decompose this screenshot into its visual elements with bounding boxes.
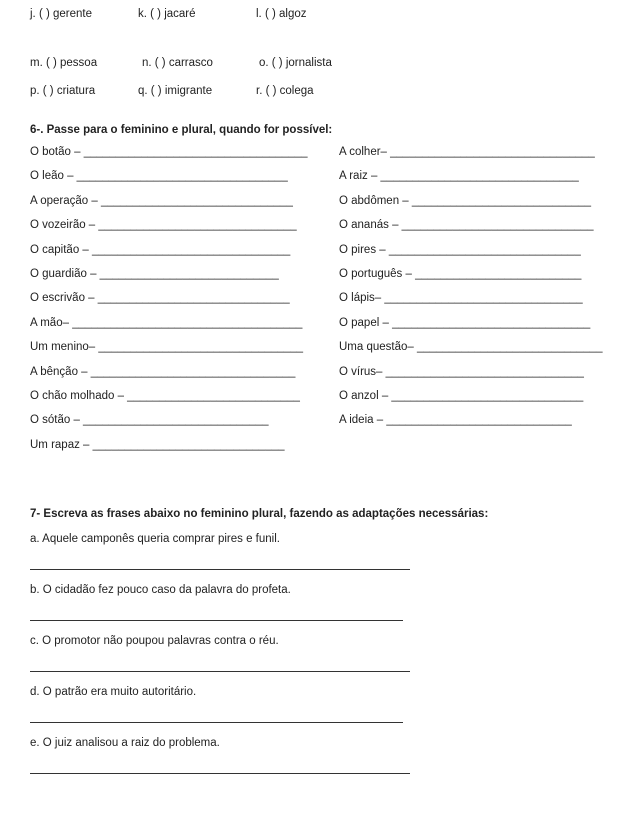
exercise-line: O vírus– _______________________________ <box>339 365 584 378</box>
section-7-title: 7- Escreva as frases abaixo no feminino plural, fazendo as adaptações necessárias: <box>30 508 489 520</box>
choice-item: n. ( ) carrasco <box>142 57 213 69</box>
exercise-line: A ideia – _____________________________ <box>339 414 572 427</box>
exercise-line: O botão – ___________________________________ <box>30 146 308 158</box>
choice-item: q. ( ) imigrante <box>138 85 213 97</box>
answer-line[interactable] <box>30 671 410 672</box>
exercise-line: O capitão – _______________________________ <box>30 243 291 256</box>
exercise-line: O abdômen – ____________________________ <box>339 194 591 207</box>
choice-item: p. ( ) criatura <box>30 85 96 97</box>
exercise-line: O vozeirão – _______________________________ <box>30 219 297 232</box>
exercise-line: O papel – _______________________________ <box>339 316 591 329</box>
exercise-line: O português – __________________________ <box>339 268 582 280</box>
exercise-line: A mão– ____________________________________ <box>30 316 303 329</box>
answer-line[interactable] <box>30 722 403 723</box>
exercise-line: O sótão – _____________________________ <box>30 414 269 427</box>
sentence-item: e. O juiz analisou a raiz do problema. <box>30 737 220 749</box>
choice-item: o. ( ) jornalista <box>259 57 332 69</box>
answer-line[interactable] <box>30 569 410 570</box>
exercise-line: Um rapaz – ______________________________ <box>30 438 285 451</box>
choice-item: l. ( ) algoz <box>256 8 307 20</box>
choice-item: r. ( ) colega <box>256 85 314 97</box>
answer-line[interactable] <box>30 773 410 774</box>
sentence-item: a. Aquele camponês queria comprar pires e funil. <box>30 533 280 545</box>
exercise-line: O leão – _________________________________ <box>30 170 288 183</box>
exercise-line: O escrivão – ______________________________ <box>30 292 290 305</box>
exercise-line: O pires – ______________________________ <box>339 243 581 256</box>
sentence-item: d. O patrão era muito autoritário. <box>30 686 197 698</box>
answer-line[interactable] <box>30 620 403 621</box>
exercise-line: O anzol – ______________________________ <box>339 390 584 402</box>
exercise-line: Um menino– ________________________________ <box>30 341 304 354</box>
choice-item: m. ( ) pessoa <box>30 57 98 69</box>
section-6-title: 6-. Passe para o feminino e plural, quando for possível: <box>30 124 333 136</box>
exercise-line: O guardião – ____________________________ <box>30 268 279 280</box>
exercise-line: A colher– ________________________________ <box>339 146 595 158</box>
exercise-line: A bênção – ________________________________ <box>30 365 296 378</box>
exercise-line: O lápis– _______________________________ <box>339 292 583 305</box>
exercise-line: Uma questão– _____________________________ <box>339 341 603 354</box>
exercise-line: O chão molhado – ___________________________ <box>30 390 300 402</box>
exercise-line: O ananás – ______________________________ <box>339 219 594 232</box>
sentence-item: b. O cidadão fez pouco caso da palavra do profeta. <box>30 584 291 596</box>
exercise-line: A raiz – _______________________________ <box>339 170 579 183</box>
choice-item: k. ( ) jacaré <box>138 8 196 20</box>
choice-item: j. ( ) gerente <box>30 8 92 20</box>
sentence-item: c. O promotor não poupou palavras contra o réu. <box>30 635 279 647</box>
exercise-line: A operação – ______________________________ <box>30 194 293 207</box>
